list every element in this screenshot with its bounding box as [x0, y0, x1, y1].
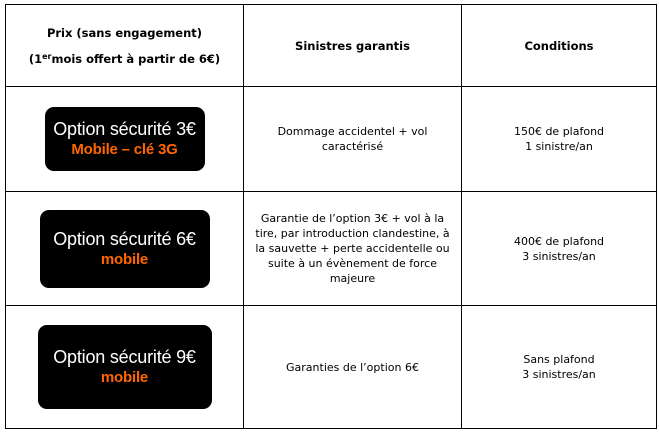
option-badge-subtitle: Mobile – clé 3G [71, 141, 178, 158]
guarantee-cell [244, 192, 462, 306]
header-price-note: (1ermois offert à partir de 6€) [28, 51, 221, 66]
guarantee-text: Garanties de l’option 6€ [286, 360, 419, 374]
option-badge-subtitle: mobile [100, 369, 149, 386]
table-row [6, 306, 657, 429]
option-badge-6 [40, 210, 210, 288]
option-badge-9 [38, 325, 212, 409]
condition-cell [462, 306, 657, 429]
table-row [6, 87, 657, 192]
condition-ceiling: Sans plafond [523, 353, 595, 366]
price-cell [6, 192, 244, 306]
header-price-title: Prix (sans engagement) [46, 25, 203, 40]
price-cell [6, 87, 244, 192]
condition-claims: 3 sinistres/an [522, 249, 596, 263]
condition-cell [462, 87, 657, 192]
option-badge-subtitle: mobile [100, 250, 149, 268]
header-price [6, 5, 244, 87]
guarantee-text: Garantie de l’option 3€ + vol à la tire, par introduction clandestine, à la sauvette + perte accidentelle ou suite à un évènement de force majeure [255, 212, 450, 285]
guarantee-cell [244, 87, 462, 192]
table-header-row [6, 5, 657, 87]
price-cell [6, 306, 244, 429]
condition-ceiling: 400€ de plafond [513, 234, 605, 248]
guarantee-cell [244, 306, 462, 429]
option-badge-3 [45, 107, 205, 171]
header-conditions: Conditions [462, 5, 657, 87]
header-guarantees: Sinistres garantis [244, 5, 462, 87]
table-row [6, 192, 657, 306]
condition-ceiling: 150€ de plafond [513, 125, 605, 138]
condition-cell [462, 192, 657, 306]
condition-claims: 1 sinistre/an [525, 140, 593, 153]
option-badge-title: Option sécurité 6€ [53, 228, 196, 249]
condition-claims: 3 sinistres/an [522, 368, 596, 381]
guarantee-text: Dommage accidentel + vol caractérisé [277, 125, 428, 153]
option-badge-title: Option sécurité 9€ [53, 347, 196, 367]
insurance-options-table [5, 4, 657, 429]
option-badge-title: Option sécurité 3€ [53, 119, 196, 139]
